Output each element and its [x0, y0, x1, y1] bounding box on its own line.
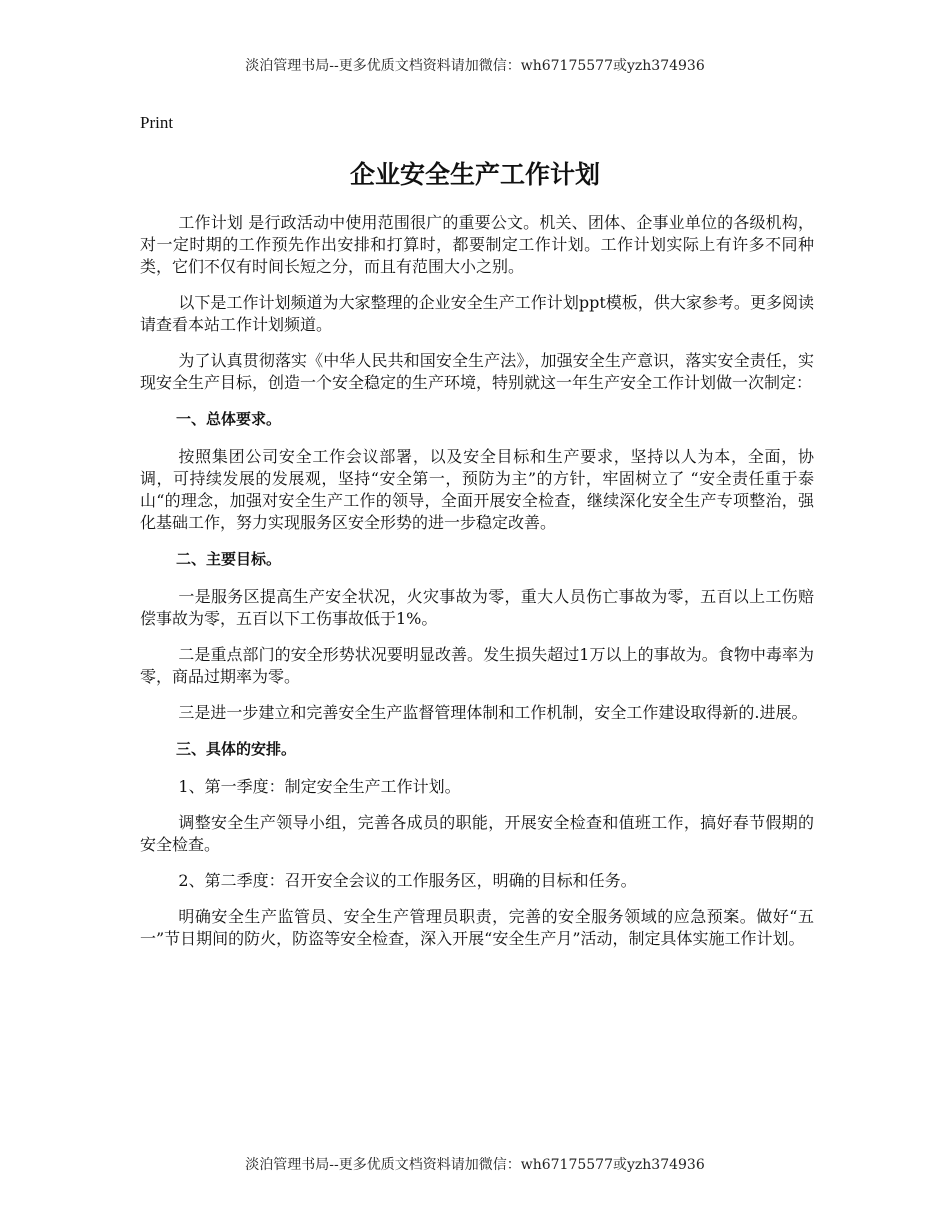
page-footer: 淡泊管理书局--更多优质文档资料请加微信：wh67175577或yzh374936: [245, 1157, 705, 1173]
q1-heading-paragraph: 1、第一季度：制定安全生产工作计划。: [178, 777, 461, 796]
goal-two-paragraph: 二是重点部门的安全形势状况要明显改善。发生损失超过1万以上的事故为。食物中毒率为零，商品过期率为零。: [140, 645, 814, 686]
channel-note-paragraph: 以下是工作计划频道为大家整理的企业安全生产工作计划ppt模板，供大家参考。更多阅读请查看本站工作计划频道。: [140, 293, 814, 334]
print-label: Print: [140, 113, 174, 132]
page-header: 淡泊管理书局--更多优质文档资料请加微信：wh67175577或yzh374936: [245, 58, 705, 74]
intro-paragraph: 工作计划 是行政活动中使用范围很广的重要公文。机关、团体、企事业单位的各级机构，对一定时期的工作预先作出安排和打算时，都要制定工作计划。工作计划实际上有许多不同种类，它们不仅有时间长短之分，而且有范围大小之别。: [140, 213, 814, 276]
purpose-paragraph: 为了认真贯彻落实《中华人民共和国安全生产法》，加强安全生产意识，落实安全责任，实现安全生产目标，创造一个安全稳定的生产环境，特别就这一年生产安全工作计划做一次制定：: [140, 351, 814, 392]
q2-detail-paragraph: 明确安全生产监管员、安全生产管理员职责，完善的安全服务领域的应急预案。做好“五一”节日期间的防火，防盗等安全检查，深入开展“安全生产月”活动，制定具体实施工作计划。: [140, 907, 814, 948]
general-requirements-paragraph: 按照集团公司安全工作会议部署，以及安全目标和生产要求，坚持以人为本，全面，协调，可持续发展的发展观，坚持“安全第一，预防为主”的方针，牢固树立了 “安全责任重于泰山“的理念，加强对安全生产工作的领导，全面开展安全检查，继续深化安全生产专项整治，强化基础工作，努力实现服务区安全形势的进一步稳定改善。: [140, 447, 814, 532]
goal-one-paragraph: 一是服务区提高生产安全状况，火灾事故为零，重大人员伤亡事故为零，五百以上工伤赔偿事故为零，五百以下工伤事故低于1%。: [140, 587, 814, 628]
section-heading-general: 一、总体要求。: [176, 410, 282, 428]
q1-detail-paragraph: 调整安全生产领导小组，完善各成员的职能，开展安全检查和值班工作，搞好春节假期的安全检查。: [140, 813, 814, 854]
document-body: [140, 212, 814, 964]
section-heading-goals: 二、主要目标。: [176, 550, 282, 568]
section-heading-arrangements: 三、具体的安排。: [176, 740, 297, 758]
q2-heading-paragraph: 2、第二季度：召开安全会议的工作服务区，明确的目标和任务。: [178, 871, 637, 890]
goal-three-paragraph: 三是进一步建立和完善安全生产监督管理体制和工作机制，安全工作建设取得新的.进展。: [178, 703, 808, 722]
document-title: 企业安全生产工作计划: [349, 160, 600, 189]
